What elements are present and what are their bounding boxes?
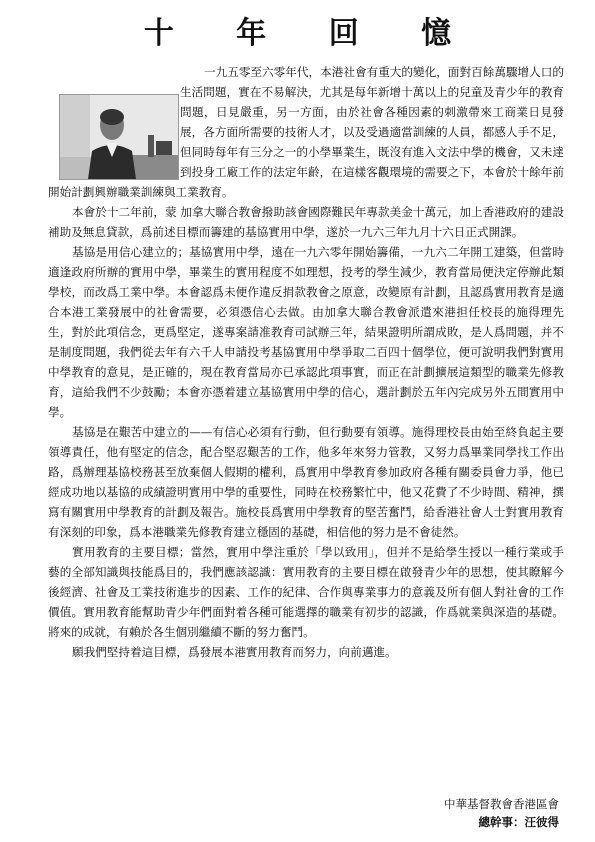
signature-organization: 中華基督教會香港區會	[444, 797, 559, 811]
signature-secretary: 總幹事：汪彼得	[478, 815, 559, 829]
paragraph-1: 一九五零至六零年代，本港社會有重大的變化，面對百餘萬驟增人口的生活問題，實在不易解決，尤其是每年新增十萬以上的兒童及青少年的教育問題，日見嚴重，另一方面，由於社會各種因素的刺激帶來工商業日見發展，各方面所需要的技術人才，以及受過適當訓練的人員，都感人手不足，但同時每年有三分之一的小學畢業生，既沒有進入文法中學的機會，又未達到投身工廠工作的法定年齡，在這樣客觀環境的需要之下，本會於十餘年前開始計劃興辦職業訓練與工業教育。	[48, 65, 564, 199]
article-body	[48, 62, 564, 662]
page-title: 十 年 回 憶	[143, 16, 478, 51]
paragraph-2: 本會於十二年前，蒙 加拿大聯合教會撥助該會國際難民年專款美金十萬元，加上香港政府的建設補助及無息貸款，爲前述目標而籌建的基協實用中學，遂於一九六三年九月十六日正式開課。	[48, 205, 564, 239]
signature-block	[444, 795, 559, 831]
paragraph-4: 基協是在艱苦中建立的——有信心必須有行動，但行動要有領導。施得理校長由始至終負起主要領導責任，他有堅定的信念，配合堅忍艱苦的工作，他多年來努力管教，又努力爲畢業同學找工作出路，爲辦理基協校務甚至放棄個人假期的權利，爲實用中學教育參加政府各種有關委員會力爭，他已經成功地以基協的成績證明實用中學的重要性，同時在校務繁忙中，他又花費了不少時間、精神，撰寫有關實用中學教育的計劃及報告。施校長爲實用中學教育的堅苦奮鬥，給香港社會人士對實用教育有深刻的印象，爲本港職業先修教育建立穩固的基礎，相信他的努力是不會徒然。	[48, 425, 564, 539]
paragraph-5: 實用教育的主要目標；當然，實用中學注重於「學以致用」，但并不是給學生授以一種行業或手藝的全部知識與技能爲目的，我們應該認識：實用教育的主要目標在啟發青少年的思想，使其瞭解今後經濟、社會及工業技術進步的因素、工作的紀律、合作與專業事力的意義及所有個人對社會的工作價值。實用教育能幫助青少年們面對着各種可能選擇的職業有初步的認識，作爲就業與深造的基礎。將來的成就，有賴於各生個別繼續不斷的努力奮鬥。	[48, 545, 564, 639]
photo-wrap-spacer	[48, 62, 180, 182]
paragraph-3: 基協是用信心建立的；基協實用中學，遠在一九六零年開始籌備，一九六二年開工建築，但當時適逢政府所辦的實用中學，畢業生的實用程度不如理想，投考的學生減少，教育當局便決定停辦此類學校，而改爲工業中學。本會認爲未便作違反捐款教會之原意，改變原有計劃，且認爲實用教育是適合本港工業發展中的社會需要，必須憑信心去做。由加拿大聯合教會派遣來港担任校長的施得理先生，對於此項信念，更爲堅定，遂專案請准教育司試辦三年，結果證明所謂成敗，是人爲問題，并不是制度問題，我們從去年有六千人申請投考基協實用中學爭取二百四十個學位，便可說明我們對實用中學教育的意見，是正確的，現在教育當局亦已承認此項事實，而正在計劃擴展這類型的職業先修教育，這給我們不少鼓勵；本會亦憑着建立基協實用中學的信心，選計劃於五年內完成另外五間實用中學。	[48, 245, 564, 419]
paragraph-6: 願我們堅持着這目標，爲發展本港實用教育而努力，向前邁進。	[72, 645, 397, 659]
